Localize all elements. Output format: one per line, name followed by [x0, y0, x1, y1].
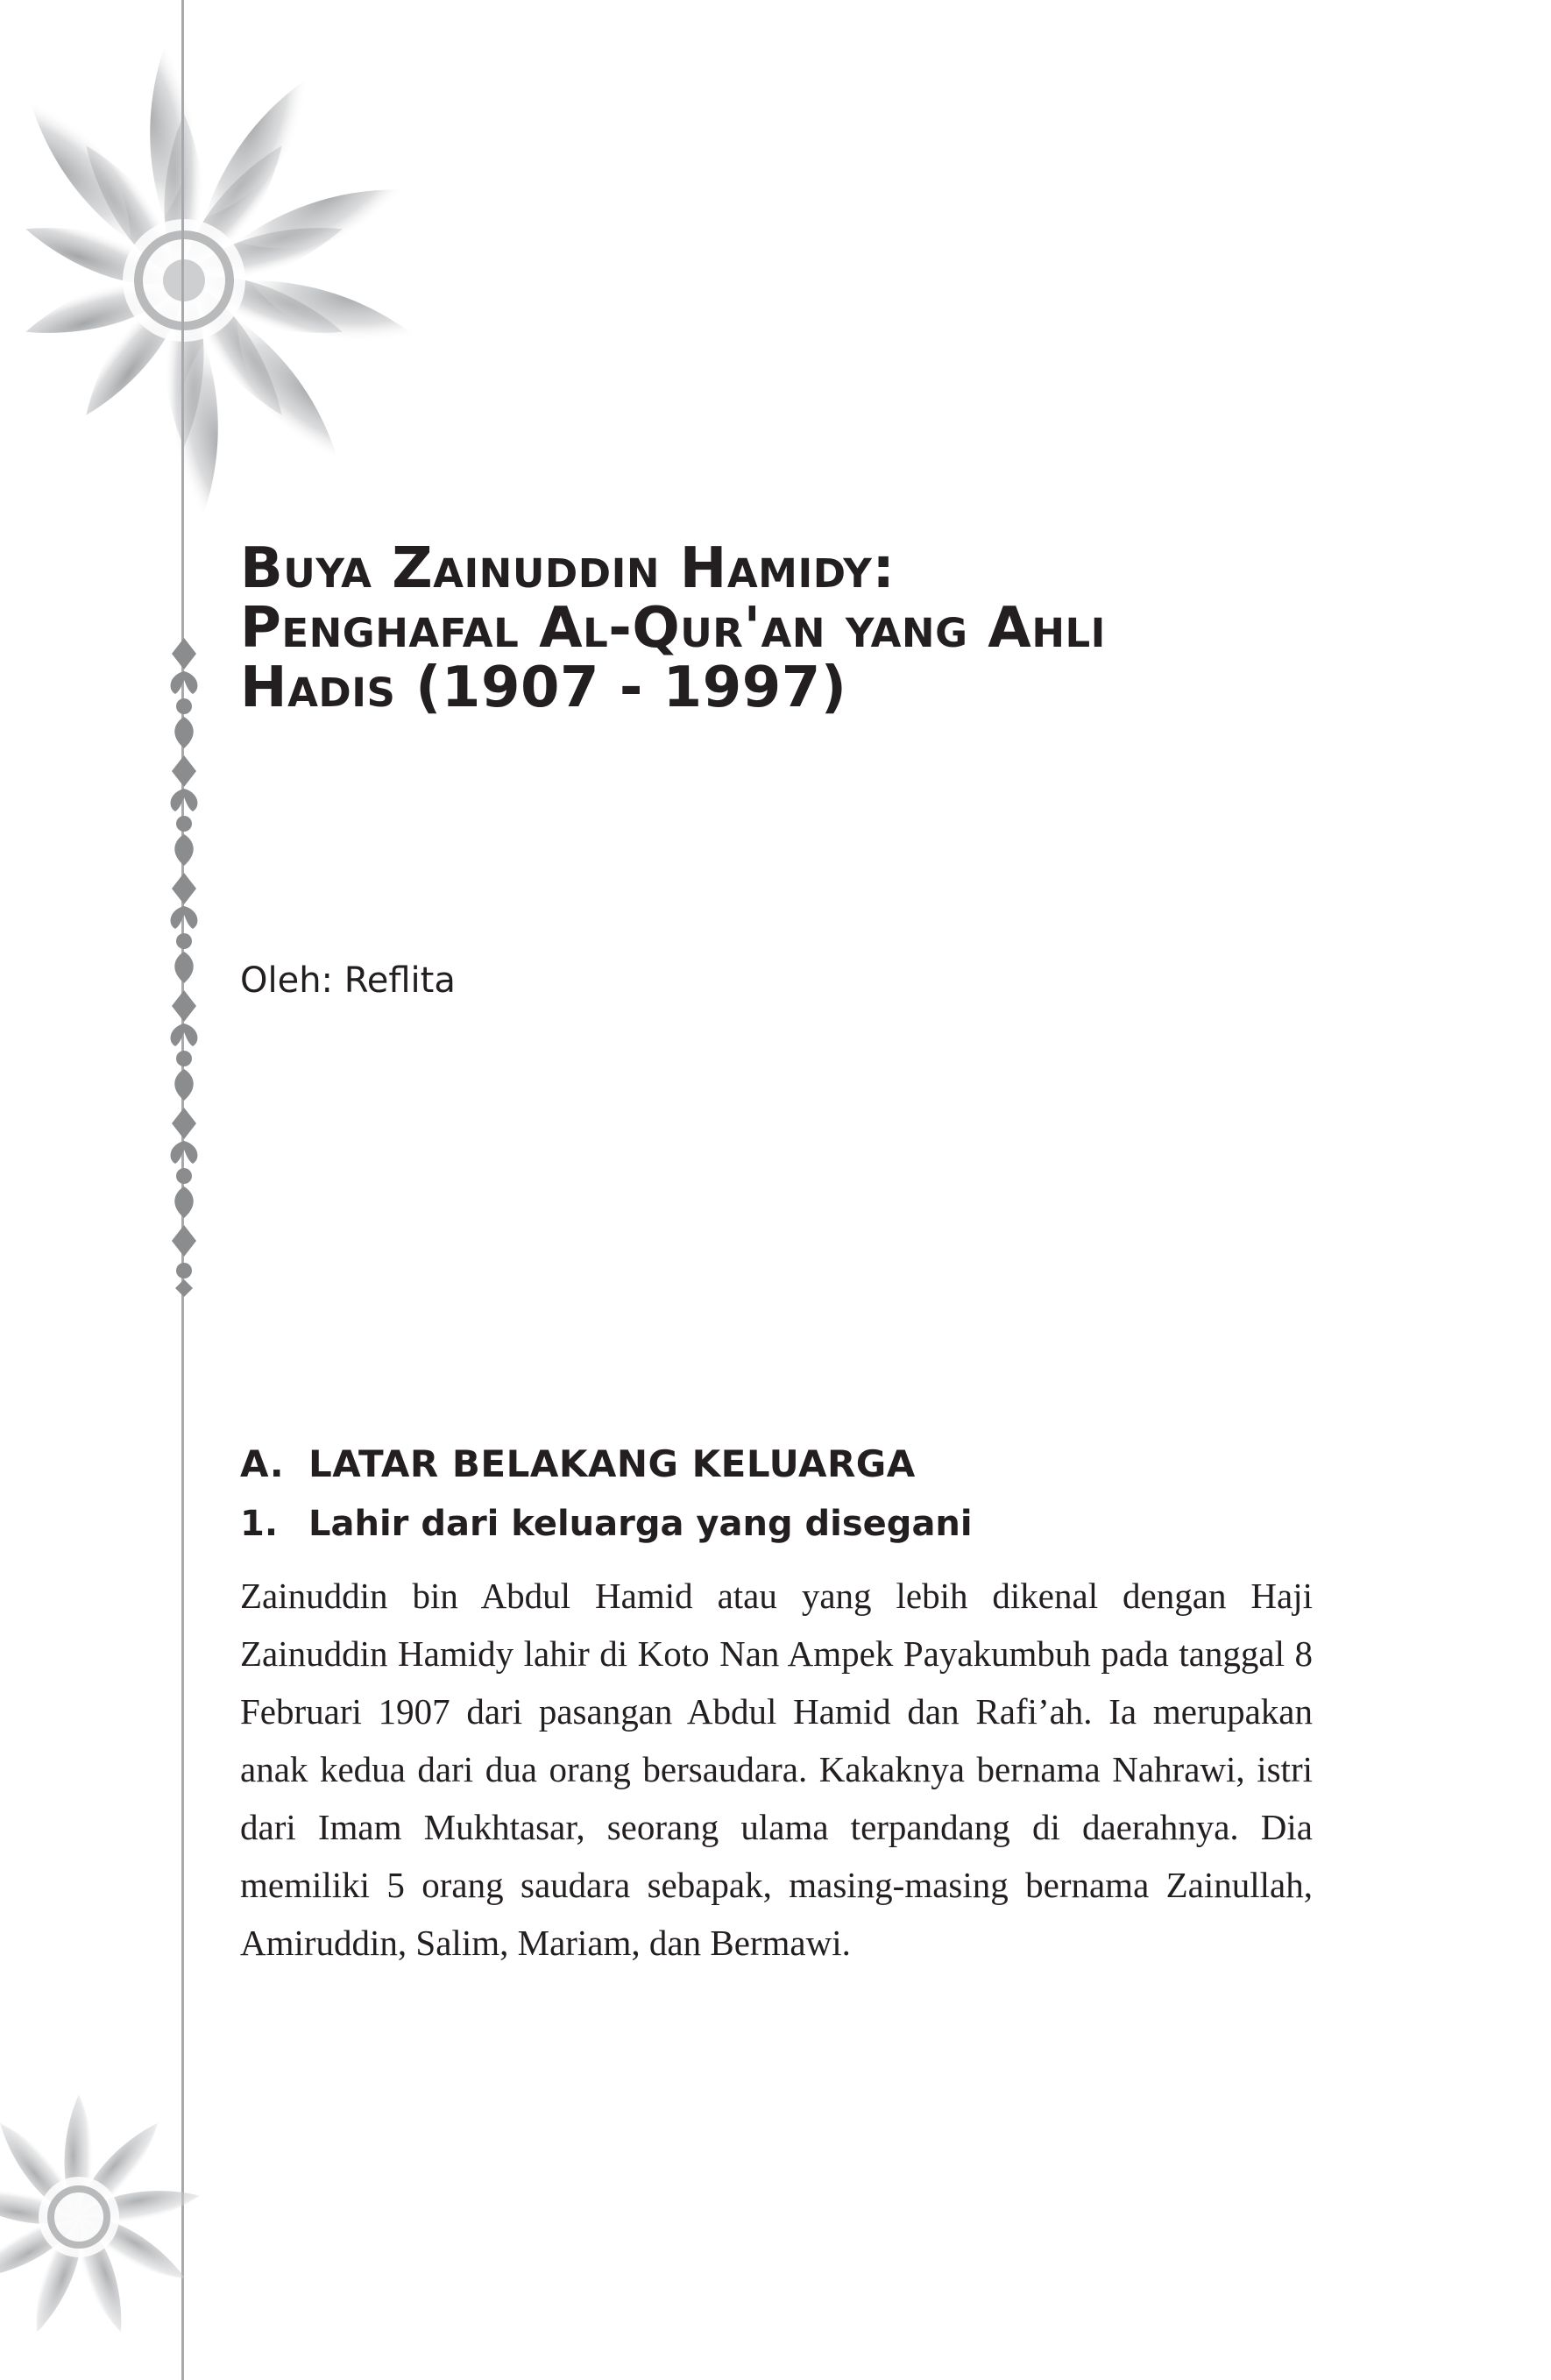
floral-mandala-icon	[0, 0, 491, 570]
chapter-title-line: Buya Zainuddin Hamidy:	[240, 536, 896, 601]
floral-mandala-icon	[0, 2042, 202, 2380]
chapter-title-line: Hadis (1907 - 1997)	[240, 655, 847, 720]
chapter-title-line: Penghafal Al-Qur'an yang Ahli	[240, 595, 1106, 661]
subsection-title: Lahir dari keluarga yang disegani	[308, 1504, 973, 1544]
section-title: LATAR BELAKANG KELUARGA	[308, 1442, 916, 1485]
subsection-heading	[240, 1504, 973, 1544]
diamond-chain-icon	[158, 638, 210, 1297]
chapter-title	[240, 536, 1379, 720]
subsection-number: 1.	[240, 1504, 279, 1544]
author-byline: Oleh: Reflita	[240, 960, 456, 1001]
section-heading	[240, 1442, 916, 1485]
body-paragraph: Zainuddin bin Abdul Hamid atau yang lebih dikenal dengan Haji Zainuddin Hamidy lahir di Koto Nan Ampek Payakumbuh pada tanggal 8 Februari 1907 dari pasangan Abdul Hamid dan Rafi’ah. Ia merupakan anak kedua dari dua orang bersaudara. Kakaknya bernama Nahrawi, istri dari Imam Mukhtasar, seorang ulama terpandang di daerahnya. Dia memiliki 5 orang saudara sebapak, masing-masing bernama Zainullah, Amiruddin, Salim, Mariam, dan Bermawi.	[240, 1576, 1313, 1963]
section-number: A.	[240, 1442, 285, 1485]
